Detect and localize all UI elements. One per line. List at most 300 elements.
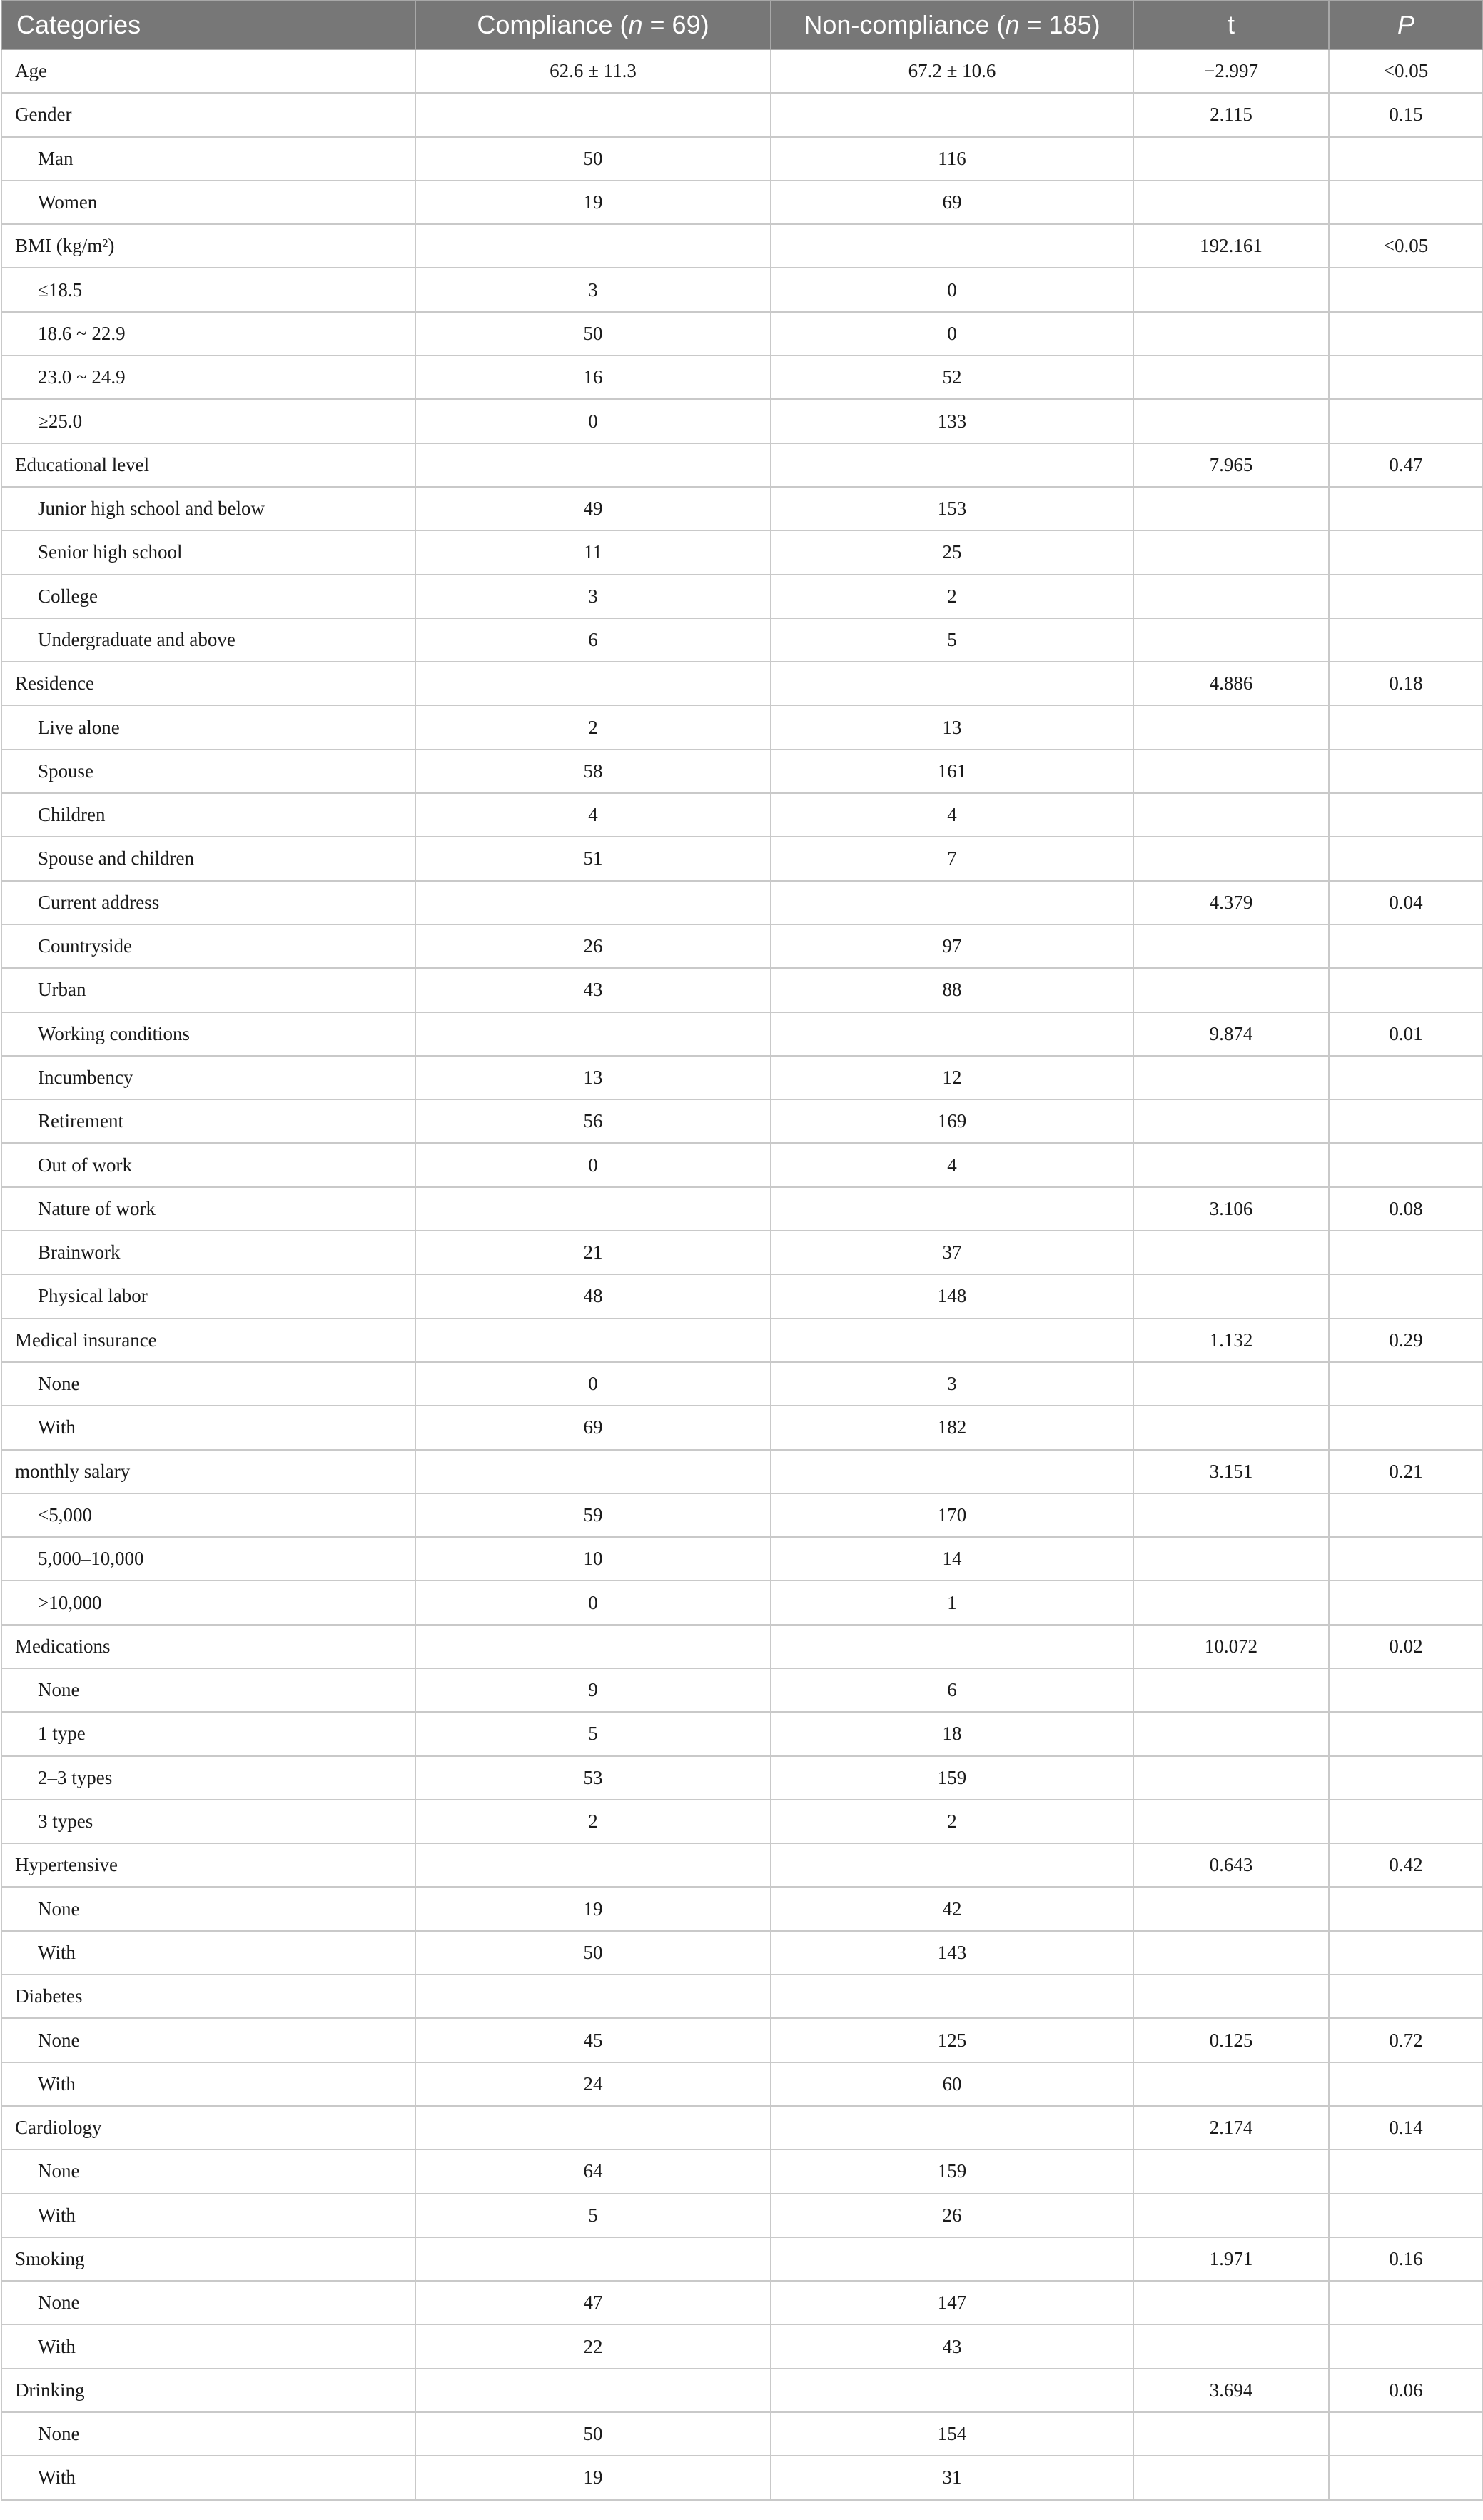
cell-compliance: 0: [415, 399, 771, 443]
table-row: [1, 487, 1483, 530]
cell-compliance: [415, 1319, 771, 1362]
table-row: [1, 1187, 1483, 1231]
table-row: [1, 1931, 1483, 1975]
table-row: [1, 49, 1483, 93]
table-row: [1, 2194, 1483, 2237]
cell-t: 1.132: [1133, 1319, 1329, 1362]
cell-category: Medical insurance: [1, 1319, 415, 1362]
cell-p: [1329, 2062, 1483, 2106]
cell-compliance: [415, 881, 771, 924]
cell-p: [1329, 530, 1483, 574]
cell-compliance: 16: [415, 356, 771, 399]
cell-category: 1 type: [1, 1712, 415, 1755]
cell-t: [1133, 487, 1329, 530]
table-row: [1, 268, 1483, 311]
cell-compliance: 62.6 ± 11.3: [415, 49, 771, 93]
cell-t: [1133, 618, 1329, 662]
cell-category: Hypertensive: [1, 1843, 415, 1887]
cell-t: 7.965: [1133, 443, 1329, 487]
table-row: [1, 2018, 1483, 2062]
table-row: [1, 2412, 1483, 2456]
cell-t: [1133, 705, 1329, 749]
table-row: [1, 1625, 1483, 1668]
cell-category: Working conditions: [1, 1012, 415, 1056]
cell-t: [1133, 1581, 1329, 1624]
cell-noncompliance: 3: [771, 1362, 1133, 1406]
cell-p: [1329, 618, 1483, 662]
cell-t: [1133, 750, 1329, 793]
cell-noncompliance: 14: [771, 1537, 1133, 1581]
cell-category: <5,000: [1, 1493, 415, 1537]
cell-p: [1329, 268, 1483, 311]
cell-t: [1133, 924, 1329, 968]
table-row: [1, 1493, 1483, 1537]
cell-p: [1329, 2194, 1483, 2237]
table-row: [1, 2237, 1483, 2281]
cell-noncompliance: 42: [771, 1887, 1133, 1930]
table-header: [1, 1, 1483, 49]
cell-t: [1133, 2324, 1329, 2368]
cell-compliance: [415, 2106, 771, 2149]
cell-p: 0.15: [1329, 93, 1483, 136]
cell-t: [1133, 2412, 1329, 2456]
cell-p: [1329, 356, 1483, 399]
cell-t: [1133, 2149, 1329, 2193]
cell-p: [1329, 2456, 1483, 2499]
table-row: [1, 1887, 1483, 1930]
cell-compliance: [415, 93, 771, 136]
cell-category: ≤18.5: [1, 268, 415, 311]
cell-category: With: [1, 2456, 415, 2499]
cell-t: [1133, 575, 1329, 618]
cell-p: [1329, 1537, 1483, 1581]
cell-noncompliance: 182: [771, 1406, 1133, 1449]
cell-category: None: [1, 2018, 415, 2062]
cell-t: [1133, 1493, 1329, 1537]
cell-p: [1329, 399, 1483, 443]
cell-compliance: 11: [415, 530, 771, 574]
cell-p: [1329, 924, 1483, 968]
cell-noncompliance: 116: [771, 137, 1133, 181]
cell-compliance: 45: [415, 2018, 771, 2062]
cell-p: 0.47: [1329, 443, 1483, 487]
header-p: P: [1329, 1, 1483, 49]
cell-noncompliance: [771, 1187, 1133, 1231]
cell-p: 0.08: [1329, 1187, 1483, 1231]
cell-t: [1133, 1406, 1329, 1449]
cell-compliance: 19: [415, 1887, 771, 1930]
cell-category: Women: [1, 181, 415, 224]
table-row: [1, 137, 1483, 181]
cell-noncompliance: 6: [771, 1668, 1133, 1712]
header-compliance: Compliance (n = 69): [415, 1, 771, 49]
cell-noncompliance: 31: [771, 2456, 1133, 2499]
cell-p: <0.05: [1329, 49, 1483, 93]
cell-t: [1133, 1056, 1329, 1099]
cell-t: [1133, 1274, 1329, 1318]
cell-compliance: 3: [415, 575, 771, 618]
cell-noncompliance: 43: [771, 2324, 1133, 2368]
cell-p: 0.01: [1329, 1012, 1483, 1056]
cell-compliance: 43: [415, 968, 771, 1012]
cell-p: [1329, 1931, 1483, 1975]
cell-noncompliance: 161: [771, 750, 1133, 793]
table-row: [1, 1581, 1483, 1624]
cell-p: [1329, 2324, 1483, 2368]
cell-t: [1133, 268, 1329, 311]
cell-category: Educational level: [1, 443, 415, 487]
cell-t: [1133, 2194, 1329, 2237]
cell-p: [1329, 1099, 1483, 1143]
cell-category: Medications: [1, 1625, 415, 1668]
cell-p: [1329, 750, 1483, 793]
cell-noncompliance: [771, 1975, 1133, 2018]
cell-t: [1133, 1362, 1329, 1406]
cell-compliance: [415, 2369, 771, 2412]
cell-category: 23.0 ~ 24.9: [1, 356, 415, 399]
cell-noncompliance: [771, 1450, 1133, 1493]
cell-p: [1329, 2149, 1483, 2193]
cell-category: With: [1, 2324, 415, 2368]
cell-t: 3.151: [1133, 1450, 1329, 1493]
table-body: [1, 49, 1483, 2500]
cell-category: Brainwork: [1, 1231, 415, 1274]
cell-category: Residence: [1, 662, 415, 705]
cell-compliance: [415, 2237, 771, 2281]
table-row: [1, 2149, 1483, 2193]
cell-p: 0.21: [1329, 1450, 1483, 1493]
cell-p: [1329, 487, 1483, 530]
cell-t: [1133, 1099, 1329, 1143]
cell-p: [1329, 312, 1483, 356]
cell-category: None: [1, 2412, 415, 2456]
cell-noncompliance: [771, 1012, 1133, 1056]
cell-noncompliance: 133: [771, 399, 1133, 443]
table-row: [1, 356, 1483, 399]
cell-noncompliance: 159: [771, 1756, 1133, 1800]
cell-p: [1329, 1975, 1483, 2018]
cell-p: 0.06: [1329, 2369, 1483, 2412]
cell-compliance: 21: [415, 1231, 771, 1274]
table-row: [1, 2369, 1483, 2412]
cell-t: 3.106: [1133, 1187, 1329, 1231]
cell-p: [1329, 1406, 1483, 1449]
cell-category: With: [1, 2062, 415, 2106]
cell-t: −2.997: [1133, 49, 1329, 93]
table-row: [1, 530, 1483, 574]
cell-noncompliance: 159: [771, 2149, 1133, 2193]
cell-compliance: 56: [415, 1099, 771, 1143]
cell-p: [1329, 2412, 1483, 2456]
cell-category: 5,000–10,000: [1, 1537, 415, 1581]
cell-noncompliance: [771, 1319, 1133, 1362]
cell-category: BMI (kg/m²): [1, 224, 415, 268]
cell-category: Drinking: [1, 2369, 415, 2412]
cell-t: [1133, 1887, 1329, 1930]
cell-t: [1133, 1975, 1329, 2018]
table-row: [1, 1756, 1483, 1800]
table-row: [1, 443, 1483, 487]
cell-noncompliance: 7: [771, 837, 1133, 880]
cell-compliance: 50: [415, 1931, 771, 1975]
cell-t: 4.886: [1133, 662, 1329, 705]
table-row: [1, 837, 1483, 880]
cell-t: [1133, 2062, 1329, 2106]
cell-noncompliance: 67.2 ± 10.6: [771, 49, 1133, 93]
table-row: [1, 2456, 1483, 2499]
cell-p: [1329, 181, 1483, 224]
cell-compliance: 6: [415, 618, 771, 662]
cell-noncompliance: 153: [771, 487, 1133, 530]
cell-p: [1329, 1274, 1483, 1318]
cell-noncompliance: [771, 443, 1133, 487]
cell-noncompliance: 5: [771, 618, 1133, 662]
cell-noncompliance: [771, 93, 1133, 136]
cell-t: [1133, 837, 1329, 880]
cell-t: [1133, 399, 1329, 443]
table-row: [1, 881, 1483, 924]
table-row: [1, 1099, 1483, 1143]
cell-category: With: [1, 1931, 415, 1975]
cell-t: [1133, 137, 1329, 181]
cell-compliance: 53: [415, 1756, 771, 1800]
cell-t: [1133, 1800, 1329, 1843]
cell-noncompliance: 60: [771, 2062, 1133, 2106]
cell-t: [1133, 1668, 1329, 1712]
cell-t: 2.115: [1133, 93, 1329, 136]
cell-t: [1133, 2456, 1329, 2499]
cell-category: >10,000: [1, 1581, 415, 1624]
cell-t: 0.643: [1133, 1843, 1329, 1887]
table-row: [1, 793, 1483, 837]
cell-noncompliance: 125: [771, 2018, 1133, 2062]
cell-compliance: [415, 1625, 771, 1668]
cell-category: 3 types: [1, 1800, 415, 1843]
cell-compliance: 4: [415, 793, 771, 837]
cell-t: 0.125: [1133, 2018, 1329, 2062]
cell-compliance: 50: [415, 137, 771, 181]
cell-noncompliance: 2: [771, 575, 1133, 618]
cell-t: [1133, 1537, 1329, 1581]
cell-t: [1133, 1231, 1329, 1274]
cell-compliance: 5: [415, 1712, 771, 1755]
cell-t: [1133, 1756, 1329, 1800]
cell-category: Undergraduate and above: [1, 618, 415, 662]
cell-compliance: 3: [415, 268, 771, 311]
cell-t: 9.874: [1133, 1012, 1329, 1056]
cell-category: Age: [1, 49, 415, 93]
cell-noncompliance: 88: [771, 968, 1133, 1012]
table-row: [1, 968, 1483, 1012]
header-categories: Categories: [1, 1, 415, 49]
cell-p: [1329, 1712, 1483, 1755]
cell-category: Physical labor: [1, 1274, 415, 1318]
cell-category: None: [1, 1362, 415, 1406]
cell-noncompliance: 12: [771, 1056, 1133, 1099]
cell-p: 0.04: [1329, 881, 1483, 924]
cell-p: 0.02: [1329, 1625, 1483, 1668]
table-row: [1, 705, 1483, 749]
cell-p: [1329, 1887, 1483, 1930]
table-row: [1, 575, 1483, 618]
cell-category: Man: [1, 137, 415, 181]
cell-compliance: [415, 1975, 771, 2018]
header-t: t: [1133, 1, 1329, 49]
cell-compliance: [415, 1450, 771, 1493]
cell-p: [1329, 1056, 1483, 1099]
cell-noncompliance: 4: [771, 1143, 1133, 1186]
cell-p: [1329, 1143, 1483, 1186]
cell-compliance: 50: [415, 2412, 771, 2456]
table-row: [1, 2324, 1483, 2368]
cell-category: 18.6 ~ 22.9: [1, 312, 415, 356]
cell-noncompliance: 13: [771, 705, 1133, 749]
table-row: [1, 2106, 1483, 2149]
cell-p: [1329, 1756, 1483, 1800]
table-row: [1, 1406, 1483, 1449]
table-row: [1, 1143, 1483, 1186]
cell-noncompliance: [771, 2369, 1133, 2412]
cell-t: [1133, 1712, 1329, 1755]
cell-compliance: [415, 1843, 771, 1887]
cell-category: With: [1, 2194, 415, 2237]
cell-noncompliance: 69: [771, 181, 1133, 224]
table-row: [1, 224, 1483, 268]
cell-category: Out of work: [1, 1143, 415, 1186]
cell-noncompliance: 97: [771, 924, 1133, 968]
table-row: [1, 1362, 1483, 1406]
cell-category: Urban: [1, 968, 415, 1012]
cell-p: [1329, 1493, 1483, 1537]
cell-category: None: [1, 1668, 415, 1712]
table-row: [1, 750, 1483, 793]
cell-noncompliance: 37: [771, 1231, 1133, 1274]
cell-compliance: 48: [415, 1274, 771, 1318]
cell-compliance: [415, 1187, 771, 1231]
cell-category: Senior high school: [1, 530, 415, 574]
table-row: [1, 93, 1483, 136]
cell-category: Incumbency: [1, 1056, 415, 1099]
cell-p: 0.16: [1329, 2237, 1483, 2281]
cell-compliance: 64: [415, 2149, 771, 2193]
cell-category: None: [1, 2149, 415, 2193]
cell-p: 0.29: [1329, 1319, 1483, 1362]
cell-compliance: 0: [415, 1143, 771, 1186]
table-row: [1, 1450, 1483, 1493]
cell-category: Nature of work: [1, 1187, 415, 1231]
cell-category: Live alone: [1, 705, 415, 749]
cell-p: [1329, 793, 1483, 837]
cell-compliance: 19: [415, 181, 771, 224]
cell-compliance: 49: [415, 487, 771, 530]
cell-compliance: 0: [415, 1581, 771, 1624]
cell-t: 1.971: [1133, 2237, 1329, 2281]
table-row: [1, 1668, 1483, 1712]
cell-t: [1133, 1931, 1329, 1975]
cell-t: 10.072: [1133, 1625, 1329, 1668]
table-row: [1, 618, 1483, 662]
cell-noncompliance: [771, 1625, 1133, 1668]
table-row: [1, 399, 1483, 443]
table-row: [1, 1012, 1483, 1056]
cell-p: [1329, 2281, 1483, 2324]
header-noncompliance: Non-compliance (n = 185): [771, 1, 1133, 49]
cell-category: None: [1, 1887, 415, 1930]
cell-noncompliance: 4: [771, 793, 1133, 837]
cell-noncompliance: 18: [771, 1712, 1133, 1755]
cell-p: [1329, 1800, 1483, 1843]
table-row: [1, 1975, 1483, 2018]
cell-noncompliance: 26: [771, 2194, 1133, 2237]
cell-noncompliance: [771, 1843, 1133, 1887]
cell-compliance: 13: [415, 1056, 771, 1099]
cell-noncompliance: 148: [771, 1274, 1133, 1318]
cell-category: Spouse and children: [1, 837, 415, 880]
cell-t: [1133, 312, 1329, 356]
table-row: [1, 1231, 1483, 1274]
table-row: [1, 1537, 1483, 1581]
cell-compliance: [415, 1012, 771, 1056]
cell-t: 192.161: [1133, 224, 1329, 268]
cell-p: [1329, 575, 1483, 618]
cell-compliance: 59: [415, 1493, 771, 1537]
cell-noncompliance: [771, 224, 1133, 268]
cell-noncompliance: 1: [771, 1581, 1133, 1624]
cell-compliance: 50: [415, 312, 771, 356]
cell-noncompliance: 169: [771, 1099, 1133, 1143]
cell-noncompliance: 0: [771, 312, 1133, 356]
table-row: [1, 2062, 1483, 2106]
cell-p: [1329, 705, 1483, 749]
cell-compliance: 2: [415, 705, 771, 749]
cell-noncompliance: 170: [771, 1493, 1133, 1537]
table-row: [1, 1712, 1483, 1755]
header-row: [1, 1, 1483, 49]
cell-compliance: 5: [415, 2194, 771, 2237]
cell-category: Diabetes: [1, 1975, 415, 2018]
cell-category: Spouse: [1, 750, 415, 793]
cell-p: 0.18: [1329, 662, 1483, 705]
cell-p: [1329, 1362, 1483, 1406]
cell-category: None: [1, 2281, 415, 2324]
cell-t: 2.174: [1133, 2106, 1329, 2149]
table-row: [1, 2281, 1483, 2324]
cell-compliance: 26: [415, 924, 771, 968]
cell-compliance: [415, 443, 771, 487]
cell-t: [1133, 1143, 1329, 1186]
cell-noncompliance: 147: [771, 2281, 1133, 2324]
cell-category: 2–3 types: [1, 1756, 415, 1800]
cell-t: [1133, 793, 1329, 837]
table-row: [1, 1800, 1483, 1843]
table-row: [1, 181, 1483, 224]
cell-p: [1329, 1668, 1483, 1712]
cell-noncompliance: [771, 2106, 1133, 2149]
cell-p: 0.42: [1329, 1843, 1483, 1887]
cell-category: monthly salary: [1, 1450, 415, 1493]
cell-t: [1133, 356, 1329, 399]
cell-category: Smoking: [1, 2237, 415, 2281]
cell-p: [1329, 1231, 1483, 1274]
cell-t: [1133, 181, 1329, 224]
cell-noncompliance: [771, 881, 1133, 924]
cell-noncompliance: 52: [771, 356, 1133, 399]
cell-t: 4.379: [1133, 881, 1329, 924]
cell-p: 0.14: [1329, 2106, 1483, 2149]
table-row: [1, 1056, 1483, 1099]
cell-category: ≥25.0: [1, 399, 415, 443]
cell-noncompliance: [771, 662, 1133, 705]
